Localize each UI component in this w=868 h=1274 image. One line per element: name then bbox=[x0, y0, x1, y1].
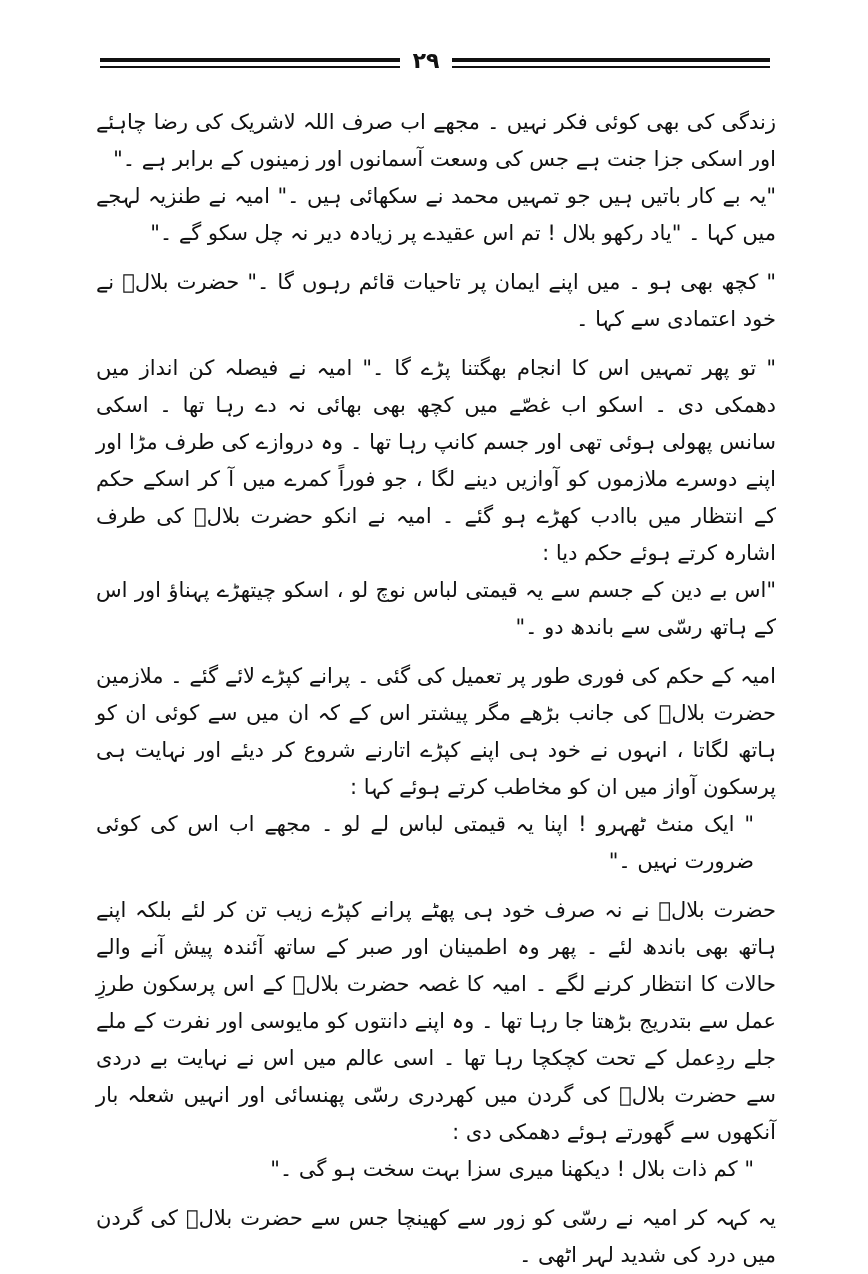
paragraph: امیہ کے حکم کی فوری طور پر تعمیل کی گئی ۔ پرانے کپڑے لائے گئے ۔ ملازمین حضرت بلالؓ کی جانب بڑھے مگر پیشتر اس کے کہ ان میں سے کوئی ان کو ہاتھ لگاتا ، انہوں نے خود ہی اپنے کپڑے اتارنے شروع کر دیئے اور نہایت ہی پرسکون آواز میں ان کو مخاطب کرتے ہوئے کہا : bbox=[96, 664, 776, 799]
paragraph: " ایک منٹ ٹھہرو ! اپنا یہ قیمتی لباس لے لو ۔ مجھے اب اس کی کوئی ضرورت نہیں ۔" bbox=[96, 812, 754, 873]
paragraph: " کم ذات بلال ! دیکھنا میری سزا بہت سخت ہو گی ۔" bbox=[270, 1157, 754, 1181]
header-rule-left bbox=[100, 58, 400, 70]
paragraph: "اس بے دین کے جسم سے یہ قیمتی لباس نوچ لو ، اسکو چیتھڑے پہناؤ اور اس کے ہاتھ رسّی سے باندھ دو ۔" bbox=[96, 578, 776, 639]
paragraph: "یہ بے کار باتیں ہیں جو تمہیں محمد نے سکھائی ہیں ۔" امیہ نے طنزیہ لہجے میں کہا ۔ "یاد رکھو بلال ! تم اس عقیدے پر زیادہ دیر نہ چل سکو گے ۔" bbox=[96, 184, 776, 245]
page-number: ۲۹ bbox=[412, 49, 440, 74]
paragraph: یہ کہہ کر امیہ نے رسّی کو زور سے کھینچا جس سے حضرت بلالؓ کی گردن میں درد کی شدید لہر اٹھی ۔ bbox=[96, 1206, 776, 1267]
page-body bbox=[96, 104, 776, 1274]
page-header bbox=[100, 48, 770, 76]
paragraph: زندگی کی بھی کوئی فکر نہیں ۔ مجھے اب صرف اللہ لاشریک کی رضا چاہئے اور اسکی جزا جنت ہے جس کی وسعت آسمانوں اور زمینوں کے برابر ہے ۔" bbox=[96, 110, 776, 171]
header-rule-right bbox=[452, 58, 770, 70]
paragraph: " تو پھر تمہیں اس کا انجام بھگتنا پڑے گا ۔" امیہ نے فیصلہ کن انداز میں دھمکی دی ۔ اسکو اب غصّے میں کچھ بھی بھائی نہ دے رہا تھا ۔ اسکی سانس پھولی ہوئی تھی اور جسم کانپ رہا تھا ۔ وہ دروازے کی طرف مڑا اور اپنے دوسرے ملازموں کو آوازیں دینے لگا ، جو فوراً کمرے میں آ کر اسکے حکم کے انتظار میں باادب کھڑے ہو گئے ۔ امیہ نے انکو حضرت بلالؓ کی طرف اشارہ کرتے ہوئے حکم دیا : bbox=[96, 356, 776, 565]
paragraph: حضرت بلالؓ نے نہ صرف خود ہی پھٹے پرانے کپڑے زیب تن کر لئے بلکہ اپنے ہاتھ بھی باندھ لئے ۔ پھر وہ اطمینان اور صبر کے ساتھ آئندہ پیش آنے والے حالات کا انتظار کرنے لگے ۔ امیہ کا غصہ حضرت بلالؓ کے اس پرسکون طرزِ عمل سے بتدریج بڑھتا جا رہا تھا ۔ وہ اپنے دانتوں کو مایوسی اور نفرت کے ملے جلے ردِعمل کے تحت کچکچا رہا تھا ۔ اسی عالم میں اس نے نہایت بے دردی سے حضرت بلالؓ کی گردن میں کھردری رسّی پھنسائی اور انہیں شعلہ بار آنکھوں سے گھورتے ہوئے دھمکی دی : bbox=[96, 898, 776, 1144]
paragraph: " کچھ بھی ہو ۔ میں اپنے ایمان پر تاحیات قائم رہوں گا ۔" حضرت بلالؓ نے خود اعتمادی سے کہا ۔ bbox=[96, 270, 776, 331]
